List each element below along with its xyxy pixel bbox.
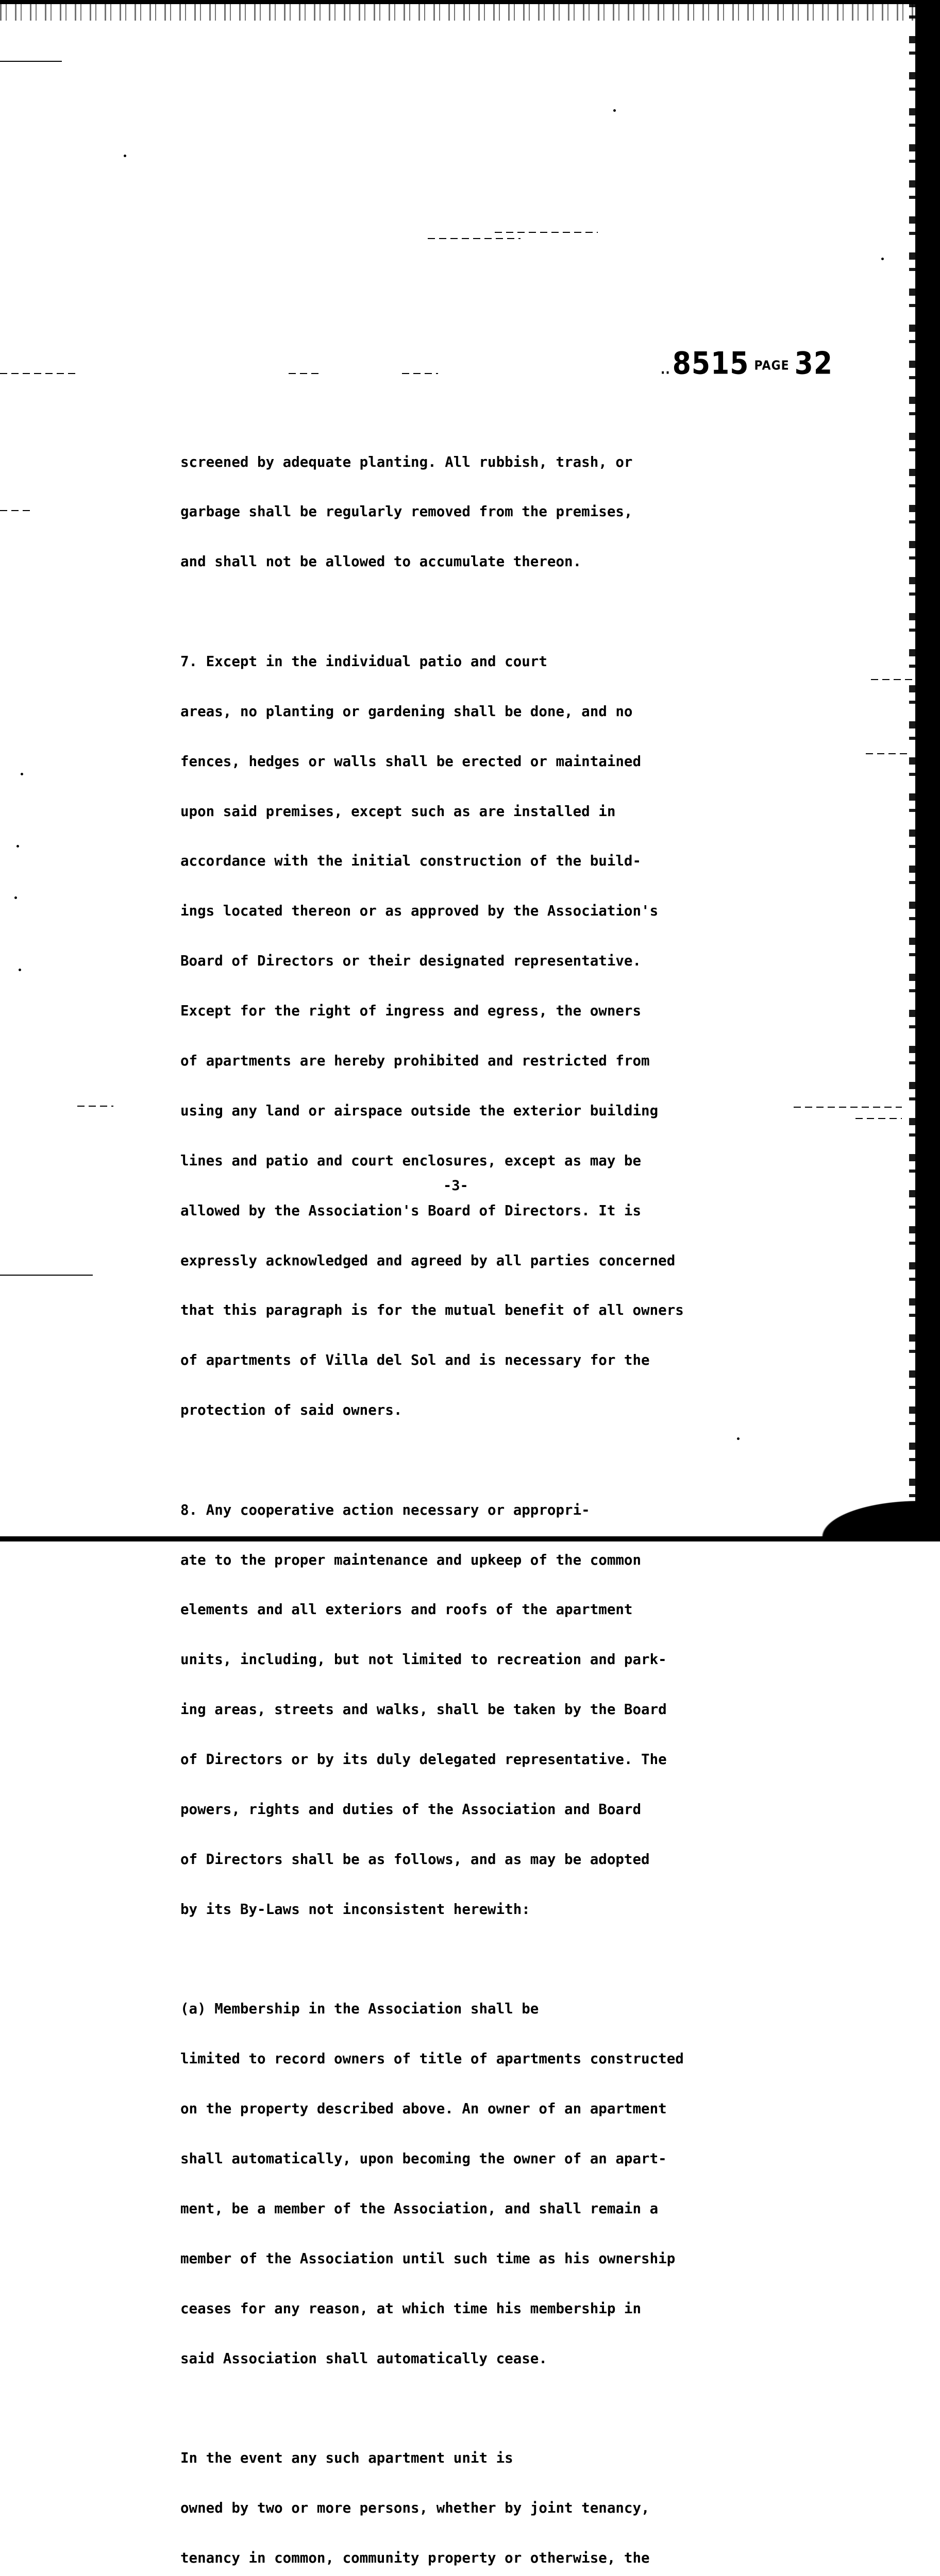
text-line: (a) Membership in the Association shall be (180, 2001, 539, 2018)
scan-dash (77, 1106, 113, 1107)
text-line: 7. Except in the individual patio and court (180, 653, 547, 670)
text-line: Board of Directors or their designated representative. (180, 953, 642, 970)
text-line: allowed by the Association's Board of Directors. It is (180, 1202, 642, 1219)
scan-edge-right (915, 0, 940, 1541)
page-number: -3- (443, 1178, 468, 1194)
scan-speck (16, 845, 19, 848)
page-reference-number: 32 (794, 346, 833, 382)
scan-speck (613, 109, 616, 112)
text-line: areas, no planting or gardening shall be done, and no (180, 703, 633, 720)
scan-speck (881, 258, 884, 260)
text-line: ing areas, streets and walks, shall be taken by the Board (180, 1701, 667, 1718)
scan-dash (794, 1107, 902, 1108)
text-line: by its By-Laws not inconsistent herewith: (180, 1901, 530, 1918)
text-line: expressly acknowledged and agreed by all parties concerned (180, 1252, 676, 1269)
text-line: member of the Association until such time as his ownership (180, 2250, 676, 2267)
scan-edge-top (0, 0, 940, 4)
text-line: ings located thereon or as approved by the Association's (180, 903, 659, 920)
text-line: garbage shall be regularly removed from the premises, (180, 503, 633, 520)
text-line: 8. Any cooperative action necessary or appropri- (180, 1501, 590, 1518)
scan-dash (495, 232, 598, 233)
scan-line (0, 61, 62, 62)
text-line: In the event any such apartment unit is (180, 2450, 513, 2467)
text-line: and shall not be allowed to accumulate thereon. (180, 553, 582, 570)
book-prefix: .. (661, 362, 670, 378)
text-line: using any land or airspace outside the exterior building (180, 1102, 659, 1119)
text-line: accordance with the initial construction of the build- (180, 853, 642, 870)
text-line: of Directors or by its duly delegated representative. The (180, 1751, 667, 1768)
document-body (180, 420, 809, 2576)
text-line: limited to record owners of title of apartments constructed (180, 2050, 684, 2067)
text-line: lines and patio and court enclosures, except as may be (180, 1152, 642, 1169)
scan-line (0, 1275, 93, 1276)
scan-speck (21, 773, 23, 775)
text-line: protection of said owners. (180, 1402, 402, 1419)
scan-dash (402, 373, 438, 374)
book-page-reference (661, 346, 833, 382)
scan-dash (428, 238, 521, 239)
scan-corner-bottom (796, 1491, 919, 1537)
scan-dash (0, 510, 31, 511)
text-line: shall automatically, upon becoming the owner of an apart- (180, 2150, 667, 2167)
text-line: upon said premises, except such as are installed in (180, 803, 616, 820)
text-line: said Association shall automatically cease. (180, 2350, 547, 2367)
scan-dash (0, 373, 77, 374)
text-line: units, including, but not limited to recreation and park- (180, 1651, 667, 1668)
text-line: ment, be a member of the Association, and shall remain a (180, 2200, 659, 2217)
text-line: powers, rights and duties of the Association and Board (180, 1801, 642, 1818)
text-line: ceases for any reason, at which time his membership in (180, 2300, 642, 2317)
text-line: of apartments are hereby prohibited and restricted from (180, 1052, 650, 1069)
paragraph-8a (180, 1968, 809, 2400)
text-line: screened by adequate planting. All rubbish, trash, or (180, 453, 633, 470)
paragraph-8 (180, 1468, 809, 1951)
text-line: of Directors shall be as follows, and as may be adopted (180, 1851, 650, 1868)
text-line: of apartments of Villa del Sol and is necessary for the (180, 1352, 650, 1369)
text-line: on the property described above. An owner of an apartment (180, 2100, 667, 2117)
text-line: that this paragraph is for the mutual benefit of all owners (180, 1302, 684, 1319)
text-line: elements and all exteriors and roofs of the apartment (180, 1601, 633, 1618)
scan-speck (19, 969, 21, 971)
scan-speck (14, 896, 17, 899)
text-line: tenancy in common, community property or otherwise, the (180, 2549, 650, 2566)
text-line: Except for the right of ingress and egress, the owners (180, 1003, 642, 1020)
scan-dash (871, 679, 912, 680)
scan-dash (855, 1118, 902, 1119)
text-line: owned by two or more persons, whether by joint tenancy, (180, 2499, 650, 2516)
page-label: PAGE (754, 358, 790, 373)
paragraph-joint-ownership (180, 2416, 809, 2576)
paragraph-7 (180, 620, 809, 1452)
paragraph-screening (180, 420, 809, 603)
text-line: fences, hedges or walls shall be erected or maintained (180, 753, 642, 770)
scan-dash (866, 753, 907, 754)
scan-dash (289, 373, 320, 374)
text-line: ate to the proper maintenance and upkeep of the common (180, 1551, 642, 1568)
scan-speck (124, 155, 126, 157)
book-number: 8515 (672, 346, 749, 382)
